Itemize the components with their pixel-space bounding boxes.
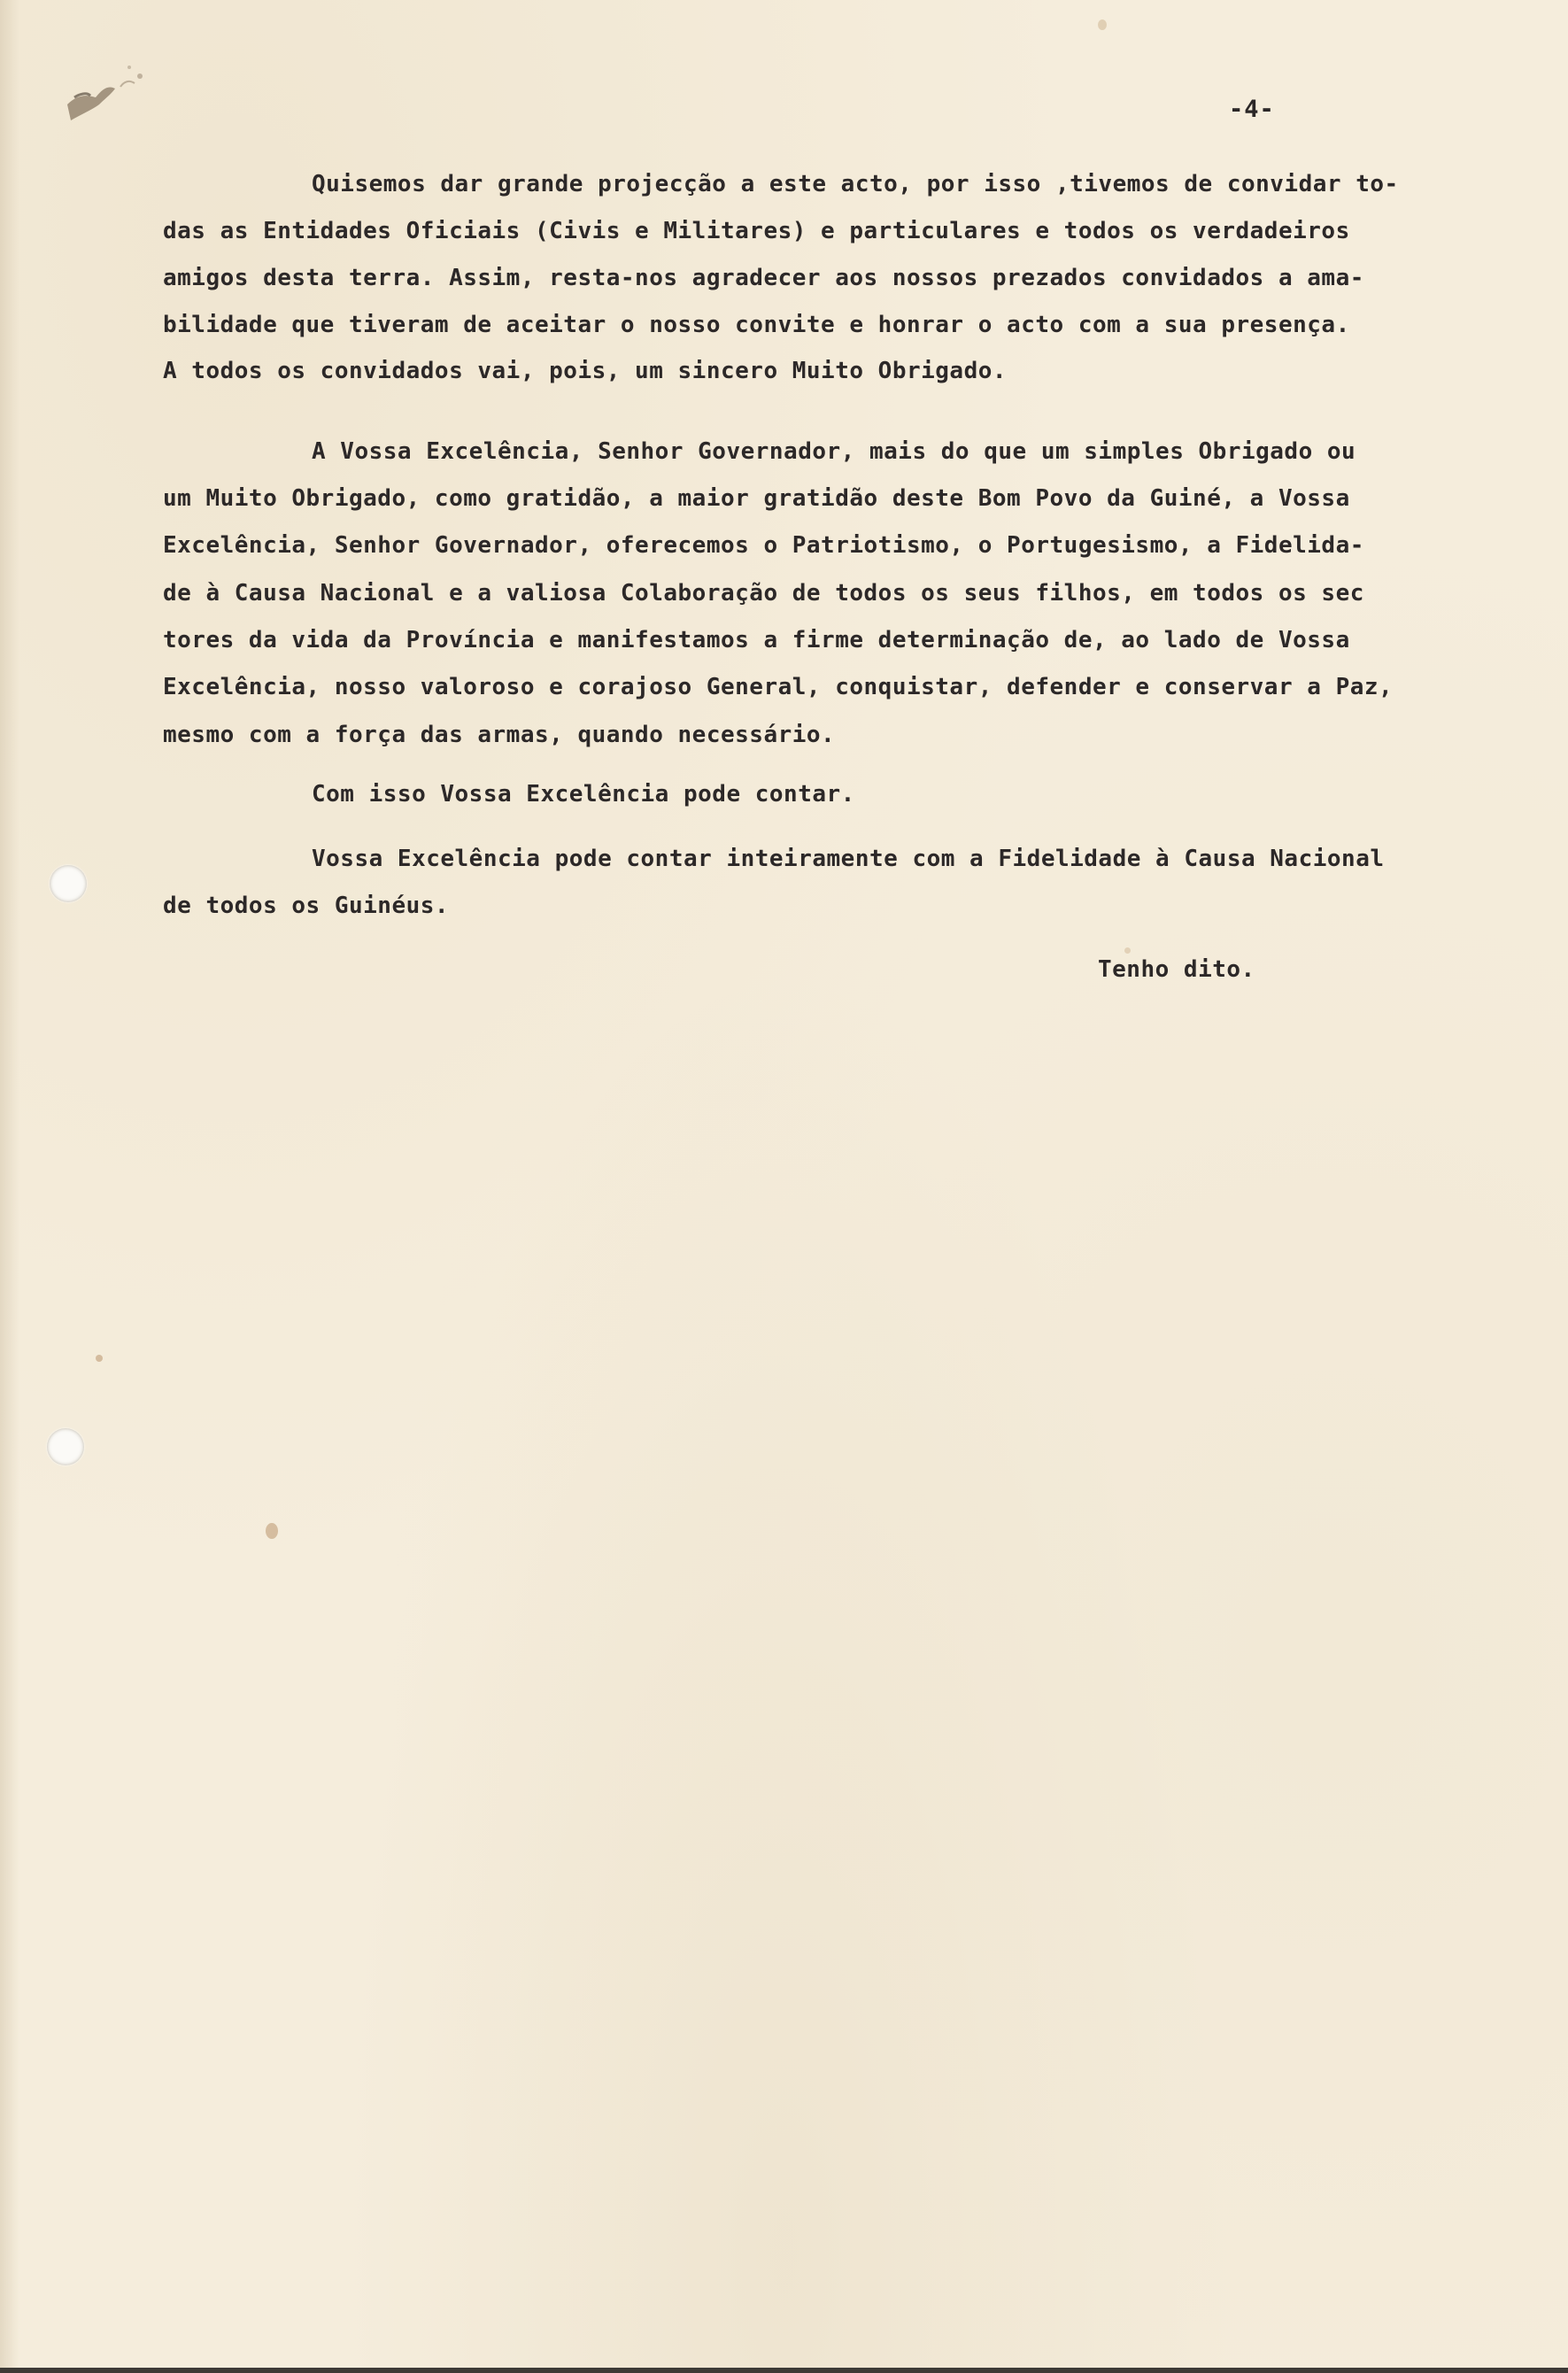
text-line: tores da vida da Província e manifestamos a firme determinação de, ao lado de Vossa — [163, 627, 1350, 653]
paper-stain — [266, 1523, 278, 1539]
punch-hole — [47, 1428, 84, 1465]
closing-line: Tenho dito. — [1098, 956, 1255, 983]
punch-hole — [50, 865, 87, 902]
text-line: um Muito Obrigado, como gratidão, a maior gratidão deste Bom Povo da Guiné, a Vossa — [163, 485, 1350, 512]
corner-ink-mark — [58, 43, 156, 131]
text-line: Excelência, Senhor Governador, oferecemos o Patriotismo, o Portugesismo, a Fidelida- — [163, 532, 1364, 559]
text-line: Quisemos dar grande projecção a este acto, por isso ,tivemos de convidar to- — [312, 171, 1399, 197]
text-line: A Vossa Excelência, Senhor Governador, mais do que um simples Obrigado ou — [312, 438, 1356, 465]
text-line: Excelência, nosso valoroso e corajoso General, conquistar, defender e conservar a Paz, — [163, 674, 1394, 700]
text-line: bilidade que tiveram de aceitar o nosso convite e honrar o acto com a sua presença. — [163, 312, 1350, 338]
text-line: mesmo com a força das armas, quando necessário. — [163, 722, 836, 748]
text-line: A todos os convidados vai, pois, um sincero Muito Obrigado. — [163, 358, 1008, 384]
text-line: de todos os Guinéus. — [163, 893, 450, 919]
paper-stain — [96, 1355, 103, 1362]
page-edge-shade — [0, 0, 19, 2373]
text-line: Com isso Vossa Excelência pode contar. — [312, 781, 855, 808]
page-number: -4- — [1229, 96, 1275, 123]
text-line: Vossa Excelência pode contar inteiramente com a Fidelidade à Causa Nacional — [312, 846, 1385, 872]
text-line: amigos desta terra. Assim, resta-nos agradecer aos nossos prezados convidados a ama- — [163, 265, 1364, 291]
paper-stain — [1124, 947, 1131, 954]
paper-stain — [1098, 19, 1107, 30]
text-line: das as Entidades Oficiais (Civis e Militares) e particulares e todos os verdadeiros — [163, 218, 1350, 244]
scan-bottom-edge — [0, 2368, 1568, 2373]
text-line: de à Causa Nacional e a valiosa Colaboração de todos os seus filhos, em todos os sec — [163, 580, 1364, 607]
